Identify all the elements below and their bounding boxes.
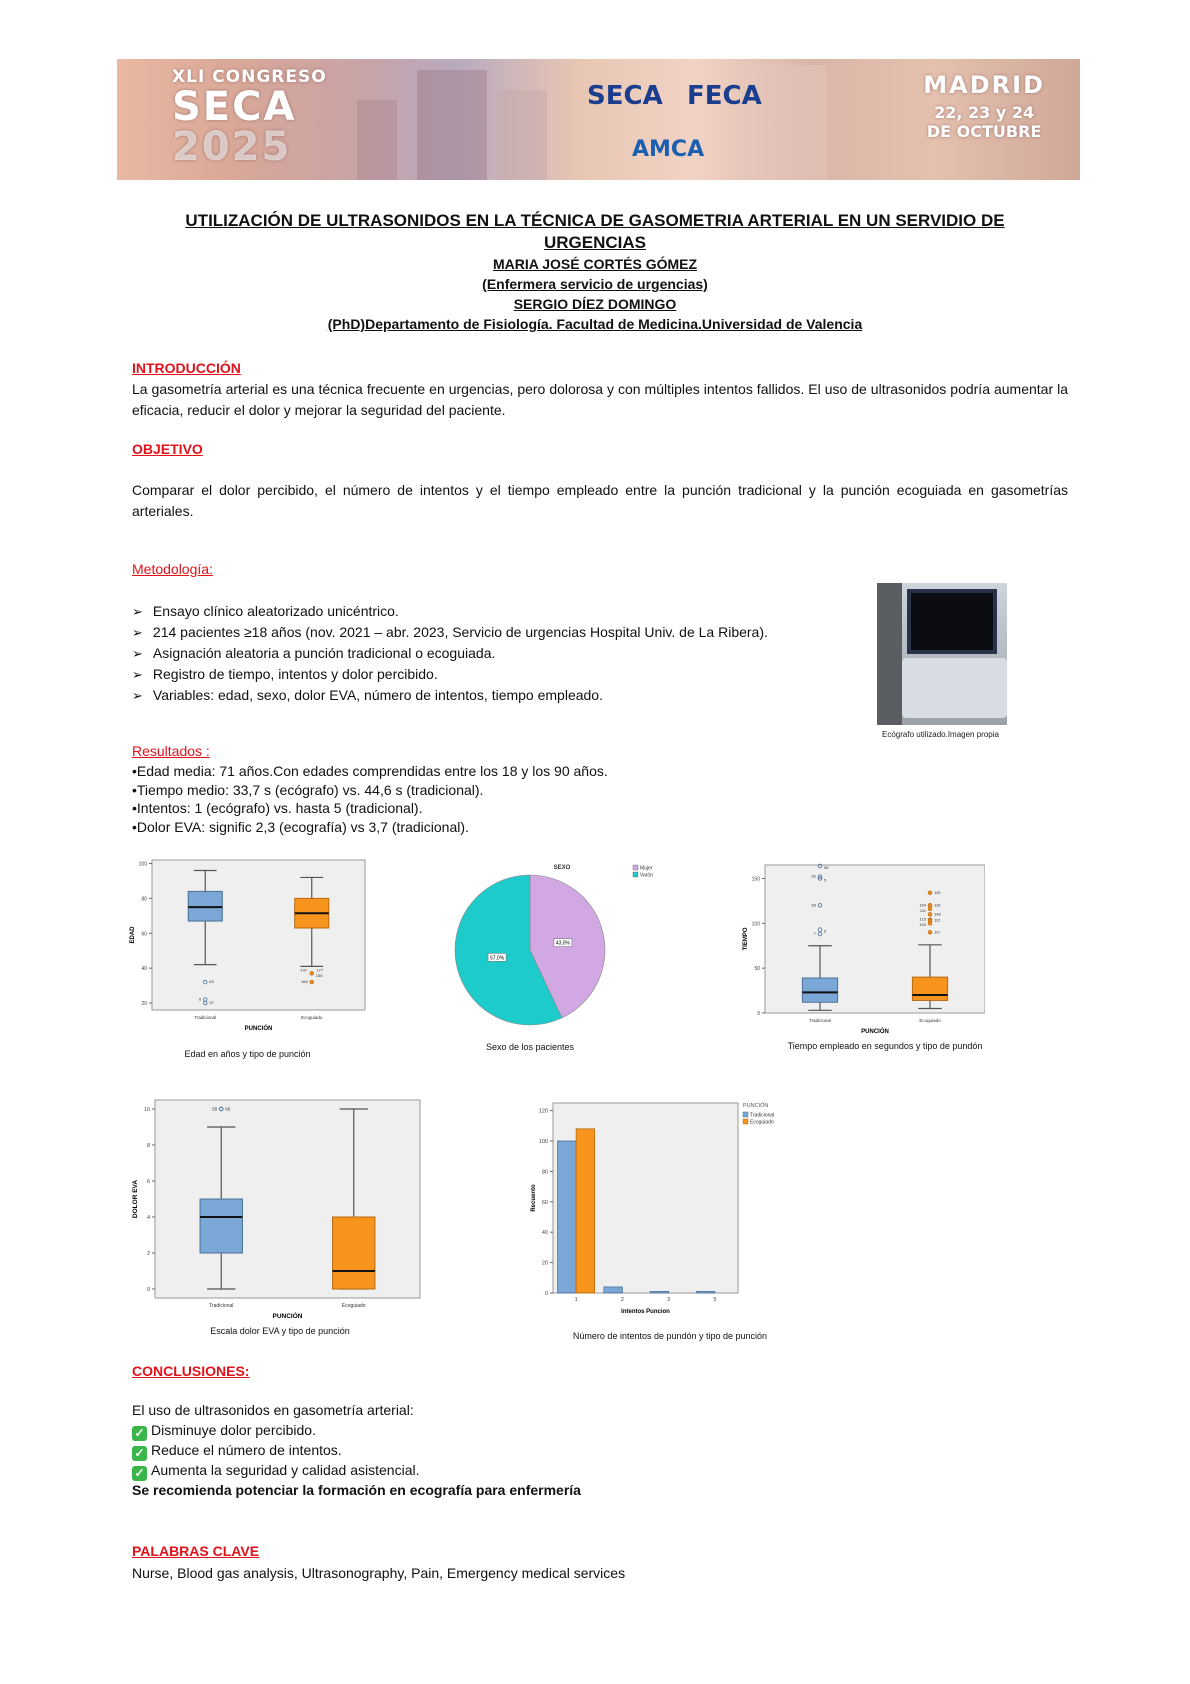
y-tick-label: 50 — [754, 966, 760, 973]
x-axis-label: PUNCIÓN — [272, 1313, 303, 1320]
sex-pie-chart — [440, 855, 680, 1035]
legend-swatch — [743, 1119, 748, 1124]
congress-location-dates — [923, 71, 1045, 141]
outlier-point — [310, 980, 314, 984]
congress-title — [172, 67, 327, 170]
list-item: ➢ Asignación aleatoria a punción tradicional o ecoguiada. — [132, 643, 768, 664]
result-item: •Dolor EVA: signific 2,3 (ecografía) vs 3,7 (tradicional). — [132, 818, 469, 835]
conclusion-item-text: Disminuye dolor percibido. — [151, 1421, 316, 1438]
intro-heading: INTRODUCCIÓN — [132, 360, 241, 376]
outlier-label: 154 — [919, 902, 926, 908]
pie-value-label: 43,0% — [555, 940, 571, 947]
outlier-label: 62 — [811, 873, 816, 879]
result-item: •Edad media: 71 años.Con edades comprendidas entre los 18 y los 90 años. — [132, 763, 608, 779]
x-tick-label: Ecoguiado — [919, 1018, 941, 1023]
methodology-list — [132, 601, 768, 706]
y-tick-label: 80 — [541, 1169, 548, 1176]
sex-chart-caption: Sexo de los pacientes — [485, 1042, 575, 1052]
amca-logo: AMCA — [632, 137, 705, 162]
time-chart-caption: Tiempo empleado en segundos y tipo de pundón — [787, 1041, 983, 1051]
outlier-point — [928, 922, 932, 926]
check-mark-icon: ✓ — [132, 1426, 147, 1441]
congress-city: MADRID — [923, 71, 1045, 99]
y-tick-label: 100 — [751, 921, 760, 928]
y-tick-label: 0 — [146, 1287, 150, 1293]
y-axis-label: TIEMPO — [743, 927, 749, 951]
x-tick-label: Tradicional — [209, 1303, 234, 1309]
outlier-point — [928, 904, 932, 908]
poster-title: UTILIZACIÓN DE ULTRASONIDOS EN LA TÉCNICA DE GASOMETRIA ARTERIAL EN UN SERVIDIO DE — [185, 211, 1005, 230]
outlier-label: 112 — [934, 917, 941, 923]
x-tick-label: Tradicional — [809, 1018, 831, 1023]
y-tick-label: 60 — [141, 931, 147, 938]
y-tick-label: 20 — [541, 1260, 548, 1267]
x-tick-label: Ecoguiado — [341, 1303, 366, 1309]
legend-label: Varón — [640, 872, 653, 879]
y-tick-label: 0 — [544, 1291, 548, 1297]
check-mark-icon: ✓ — [132, 1466, 147, 1481]
keywords-text: Nurse, Blood gas analysis, Ultrasonography, Pain, Emergency medical services — [132, 1565, 626, 1581]
outlier-label: 37 — [209, 1000, 214, 1006]
y-tick-label: 4 — [146, 1215, 150, 1221]
y-tick-label: 0 — [757, 1011, 760, 1017]
pie-title: SEXO — [553, 865, 571, 871]
list-item: ➢ Variables: edad, sexo, dolor EVA, número de intentos, tiempo empleado. — [132, 685, 768, 706]
outlier-label: 50 — [212, 1106, 218, 1112]
check-mark-icon: ✓ — [132, 1446, 147, 1461]
ultrasound-device-photo — [877, 583, 1007, 725]
congress-edition: XLI CONGRESO — [172, 67, 327, 87]
y-tick-label: 2 — [146, 1251, 150, 1257]
result-item: •Intentos: 1 (ecógrafo) vs. hasta 5 (tradicional). — [132, 800, 423, 816]
conclusion-item — [132, 1421, 581, 1441]
congress-org: SECA — [172, 84, 297, 130]
conclusions-body — [132, 1401, 581, 1500]
x-tick-label: 5 — [713, 1297, 717, 1303]
list-item: ➢ Registro de tiempo, intentos y dolor percibido. — [132, 664, 768, 685]
outlier-label: 5 — [824, 877, 827, 883]
y-tick-label: 20 — [141, 1001, 147, 1008]
outlier-label: 155 — [315, 972, 323, 978]
y-tick-label: 8 — [146, 1143, 150, 1149]
congress-month: DE OCTUBRE — [926, 122, 1042, 141]
attempts-chart-caption: Número de intentos de pundón y tipo de punción — [572, 1331, 768, 1341]
y-tick-label: 10 — [143, 1107, 150, 1113]
pain-eva-boxplot — [125, 1095, 425, 1325]
conclusion-item-text: Reduce el número de intentos. — [151, 1441, 342, 1458]
outlier-label: 118 — [934, 902, 941, 908]
bar-tradicional-3 — [650, 1291, 669, 1293]
age-chart-caption: Edad en años y tipo de punción — [184, 1049, 311, 1059]
outlier-label: 100 — [919, 922, 926, 928]
author-1-role: (Enfermera servicio de urgencias) — [482, 276, 708, 292]
x-tick-label: 2 — [620, 1297, 624, 1303]
recommendation: Se recomienda potenciar la formación en ecografía para enfermería — [132, 1481, 581, 1498]
outlier-label: 66 — [225, 1106, 231, 1112]
pie-value-label: 57,0% — [489, 955, 505, 962]
conclusion-item-text: Aumenta la seguridad y calidad asistencial. — [151, 1461, 420, 1478]
outlier-label: 166 — [301, 979, 308, 985]
conclusions-intro: El uso de ultrasonidos en gasometría arterial: — [132, 1402, 414, 1418]
keywords-heading: PALABRAS CLAVE — [132, 1543, 260, 1559]
bar-ecoguiado-1 — [576, 1129, 595, 1293]
conclusion-item — [132, 1441, 581, 1461]
results-heading: Resultados : — [132, 743, 210, 759]
author-2: SERGIO DÍEZ DOMINGO — [513, 296, 677, 312]
outlier-point — [310, 972, 314, 976]
plot-area — [152, 860, 365, 1010]
x-tick-label: Tradicional — [194, 1015, 217, 1020]
author-2-role: (PhD)Departamento de Fisiología. Facultad de Medicina.Universidad de Valencia — [327, 316, 863, 332]
author-1: MARIA JOSÉ CORTÉS GÓMEZ — [492, 256, 698, 272]
y-tick-label: 120 — [538, 1108, 548, 1115]
outlier-label: 177 — [316, 967, 324, 973]
bar-tradicional-1 — [558, 1141, 577, 1293]
outlier-label: 6 — [824, 928, 827, 934]
outlier-label: 148 — [934, 911, 941, 917]
legend-swatch — [743, 1112, 748, 1117]
result-item: •Tiempo medio: 33,7 s (ecógrafo) vs. 44,6 s (tradicional). — [132, 781, 484, 798]
poster-header — [130, 210, 1060, 334]
feca-logo: FECA — [687, 81, 762, 111]
methodology-heading: Metodología: — [132, 561, 213, 577]
intro-text: La gasometría arterial es una técnica frecuente en urgencias, pero dolorosa y con múltiples intentos fallidos. El uso de ultrasonidos podría aumentar la eficacia, reducir el dolor y mejorar la seguridad del paciente. — [132, 381, 1068, 418]
legend-swatch — [633, 872, 638, 877]
conclusions-heading: CONCLUSIONES: — [132, 1363, 250, 1379]
y-tick-label: 6 — [146, 1179, 150, 1185]
pain-chart-caption: Escala dolor EVA y tipo de punción — [210, 1326, 350, 1336]
box-tradicional — [802, 978, 837, 1002]
y-tick-label: 40 — [541, 1230, 548, 1237]
y-tick-label: 60 — [541, 1199, 548, 1206]
photo-caption: Ecógrafo utilizado.Imagen propia — [882, 730, 999, 739]
x-tick-label: 1 — [574, 1297, 578, 1303]
y-tick-label: 80 — [141, 896, 147, 903]
x-axis-label: PUNCIÓN — [861, 1029, 889, 1035]
legend-swatch — [633, 865, 638, 870]
outlier-label: 63 — [209, 979, 214, 985]
outlier-label: 147 — [300, 967, 308, 973]
outlier-label: 119 — [934, 889, 941, 895]
results-list — [132, 762, 608, 836]
outlier-label: 117 — [934, 929, 941, 935]
outlier-label: 7 — [813, 931, 816, 937]
x-tick-label: Ecoguiado — [301, 1015, 323, 1020]
y-tick-label: 100 — [538, 1139, 548, 1145]
attempts-bar-chart — [525, 1098, 795, 1328]
list-item: ➢ 214 pacientes ≥18 años (nov. 2021 – abr. 2023, Servicio de urgencias Hospital Univ. de La Ribera). — [132, 622, 768, 643]
y-axis-label: EDAD — [130, 926, 136, 944]
outlier-point — [928, 913, 932, 917]
outlier-label: 111 — [919, 907, 926, 913]
objective-text: Comparar el dolor percibido, el número de intentos y el tiempo empleado entre la punción tradicional y la punción ecoguiada en gasometrías arteriales. — [132, 482, 1068, 519]
legend-title: PUNCIÓN — [743, 1103, 769, 1109]
box-ecoguiado — [333, 1217, 375, 1289]
outlier-label: 115 — [919, 916, 926, 922]
y-tick-label: 150 — [751, 876, 760, 883]
congress-year: 2025 — [172, 124, 292, 170]
seca-logo: SECA — [587, 81, 663, 111]
y-axis-label: Recuento — [531, 1184, 537, 1212]
objective-heading: OBJETIVO — [132, 441, 203, 457]
y-axis-label: DOLOR EVA — [132, 1179, 139, 1219]
plot-area — [765, 865, 985, 1013]
poster-title-cont: URGENCIAS — [543, 233, 646, 252]
outlier-point — [928, 891, 932, 895]
y-tick-label: 100 — [138, 861, 147, 868]
outlier-label: 83 — [811, 902, 816, 908]
box-tradicional — [200, 1199, 242, 1253]
bar-tradicional-5 — [696, 1291, 715, 1293]
plot-area — [155, 1100, 420, 1298]
legend-label: Ecoguiado — [750, 1119, 774, 1126]
age-boxplot — [125, 855, 370, 1040]
congress-banner — [117, 59, 1080, 180]
y-tick-label: 40 — [141, 966, 147, 973]
x-tick-label: 3 — [667, 1297, 671, 1303]
conclusion-item — [132, 1461, 581, 1481]
list-item: ➢ Ensayo clínico aleatorizado unicéntrico. — [132, 601, 768, 622]
outlier-label: 6 — [199, 996, 202, 1002]
x-axis-label: Intentos Puncion — [621, 1309, 670, 1315]
x-axis-label: PUNCIÓN — [244, 1026, 273, 1032]
time-boxplot — [735, 860, 985, 1035]
congress-dates: 22, 23 y 24 — [934, 103, 1035, 122]
box-ecoguiado — [912, 977, 947, 1000]
outlier-point — [928, 907, 932, 911]
legend-label: Tradicional — [750, 1112, 775, 1119]
legend-label: Mujer — [640, 865, 653, 872]
bar-tradicional-2 — [604, 1287, 623, 1293]
outlier-point — [928, 930, 932, 934]
outlier-label: 56 — [824, 865, 829, 870]
